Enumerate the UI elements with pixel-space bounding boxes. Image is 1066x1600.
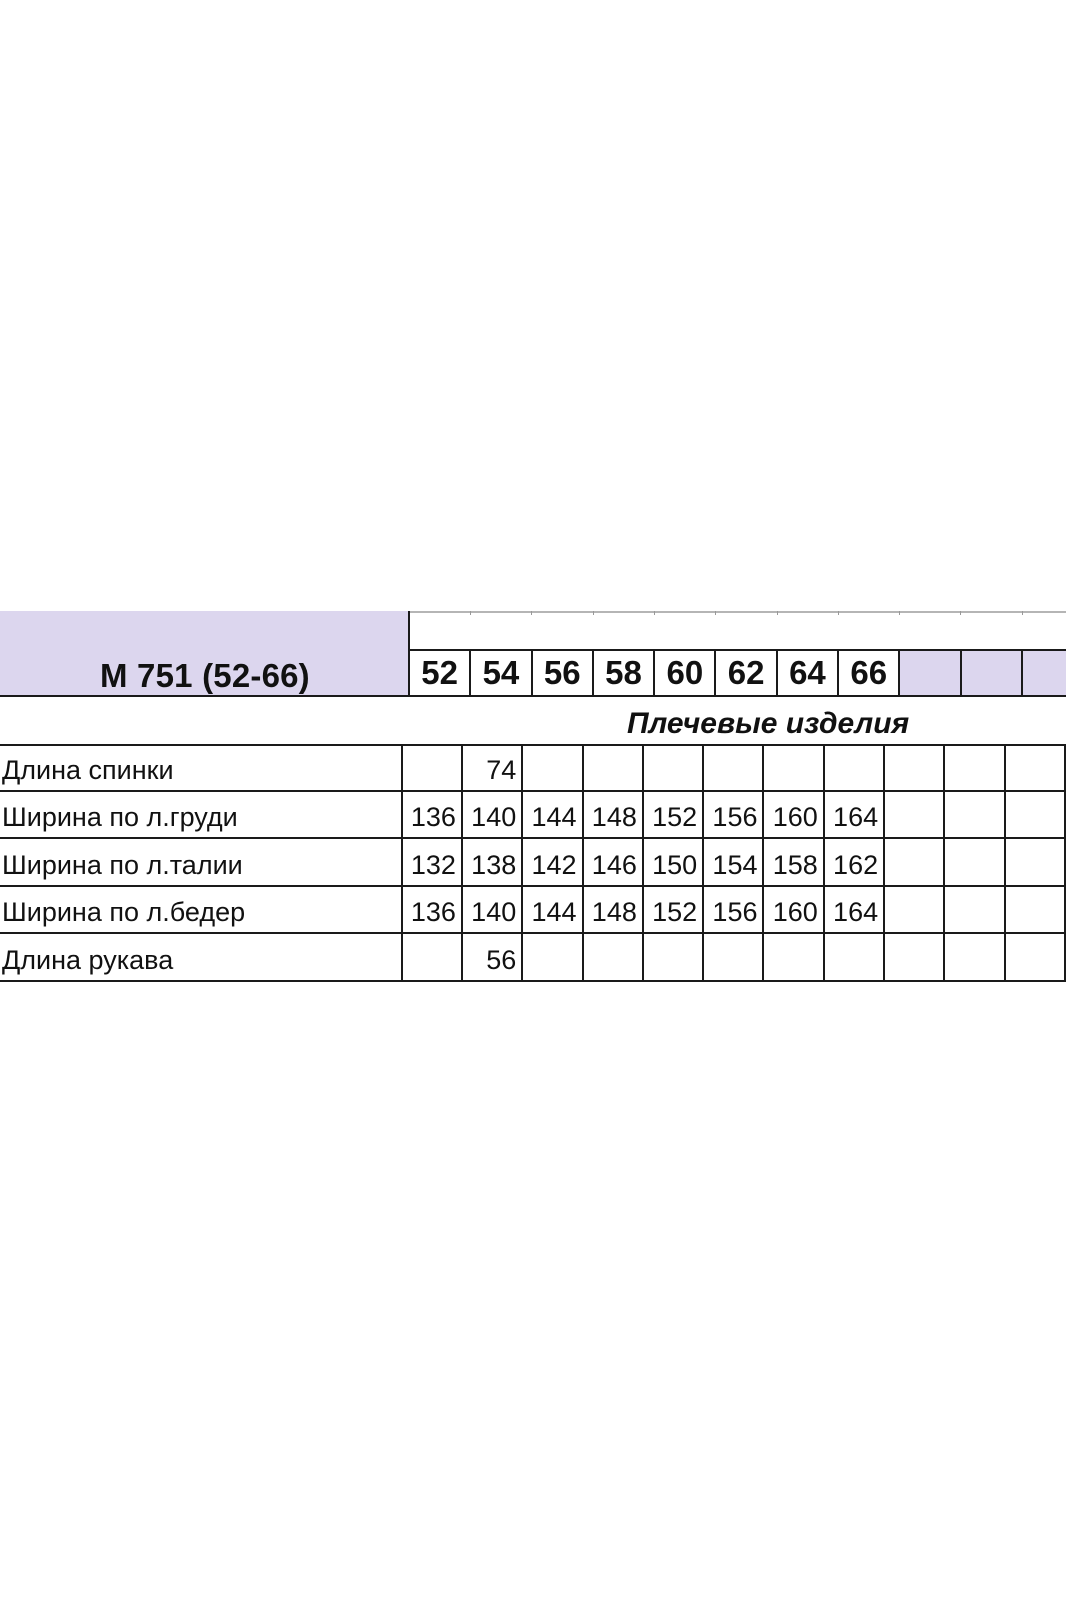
table-cell: 142 [523, 839, 583, 885]
table-cell [584, 934, 644, 980]
size-header-cell [962, 651, 1023, 695]
table-cell: 74 [463, 746, 523, 790]
table-cell: 160 [764, 792, 824, 838]
size-header-cell [1023, 651, 1066, 695]
header-top-strip [410, 611, 1066, 649]
table-cell [704, 934, 764, 980]
table-cell [885, 746, 945, 790]
row-label: Ширина по л.талии [0, 839, 403, 885]
table-cell: 156 [704, 887, 764, 933]
size-header-cell: 56 [533, 651, 594, 695]
size-header-cell: 64 [778, 651, 839, 695]
measurement-table [0, 744, 1066, 982]
table-cell: 56 [463, 934, 523, 980]
table-row [0, 839, 1066, 887]
size-header-cell: 60 [655, 651, 716, 695]
row-label: Ширина по л.груди [0, 792, 403, 838]
table-cell: 138 [463, 839, 523, 885]
table-cell: 132 [403, 839, 463, 885]
section-label: Плечевые изделия [627, 707, 910, 740]
table-cell [885, 839, 945, 885]
column-tick [777, 611, 778, 615]
table-cell [1006, 839, 1066, 885]
table-cell: 158 [764, 839, 824, 885]
table-cell: 136 [403, 792, 463, 838]
size-header-cell [900, 651, 961, 695]
table-cell: 164 [825, 792, 885, 838]
table-cell [945, 934, 1005, 980]
table-cell [885, 792, 945, 838]
table-cell [403, 934, 463, 980]
table-cell [1006, 934, 1066, 980]
table-cell [644, 746, 704, 790]
table-cell [1006, 792, 1066, 838]
row-label: Длина рукава [0, 934, 403, 980]
size-header-cell: 54 [471, 651, 532, 695]
table-cell: 152 [644, 887, 704, 933]
table-cell [584, 746, 644, 790]
column-tick [470, 611, 471, 615]
model-header-cell [0, 611, 410, 697]
table-cell [644, 934, 704, 980]
table-cell: 148 [584, 887, 644, 933]
column-tick [531, 611, 532, 615]
column-tick [654, 611, 655, 615]
table-cell [945, 746, 1005, 790]
column-tick [1022, 611, 1023, 615]
size-header-cell: 52 [410, 651, 471, 695]
table-cell: 150 [644, 839, 704, 885]
table-cell: 154 [704, 839, 764, 885]
table-cell [704, 746, 764, 790]
table-cell [945, 887, 1005, 933]
table-cell: 162 [825, 839, 885, 885]
size-header-cell: 62 [716, 651, 777, 695]
table-cell: 164 [825, 887, 885, 933]
row-label: Длина спинки [0, 746, 403, 790]
column-tick [899, 611, 900, 615]
table-cell: 156 [704, 792, 764, 838]
table-cell [764, 934, 824, 980]
table-cell [1006, 887, 1066, 933]
table-cell: 136 [403, 887, 463, 933]
table-cell: 144 [523, 792, 583, 838]
table-cell [885, 934, 945, 980]
size-header-cell: 66 [839, 651, 900, 695]
table-cell [764, 746, 824, 790]
table-cell [825, 934, 885, 980]
table-cell [523, 746, 583, 790]
size-header-row [410, 649, 1066, 697]
table-cell: 160 [764, 887, 824, 933]
table-cell: 140 [463, 887, 523, 933]
model-title: М 751 (52-66) [100, 657, 310, 694]
column-tick [838, 611, 839, 615]
column-tick [593, 611, 594, 615]
column-tick [715, 611, 716, 615]
table-cell [1006, 746, 1066, 790]
table-cell [403, 746, 463, 790]
table-cell [523, 934, 583, 980]
table-row [0, 887, 1066, 935]
table-cell: 144 [523, 887, 583, 933]
table-cell [885, 887, 945, 933]
table-cell: 146 [584, 839, 644, 885]
table-cell [825, 746, 885, 790]
table-cell: 148 [584, 792, 644, 838]
table-row [0, 934, 1066, 982]
row-label: Ширина по л.бедер [0, 887, 403, 933]
table-cell [945, 792, 1005, 838]
table-cell [945, 839, 1005, 885]
size-header-cell: 58 [594, 651, 655, 695]
size-chart-sheet [0, 611, 1066, 985]
table-cell: 140 [463, 792, 523, 838]
table-cell: 152 [644, 792, 704, 838]
table-row [0, 744, 1066, 792]
table-row [0, 792, 1066, 840]
column-tick [960, 611, 961, 615]
